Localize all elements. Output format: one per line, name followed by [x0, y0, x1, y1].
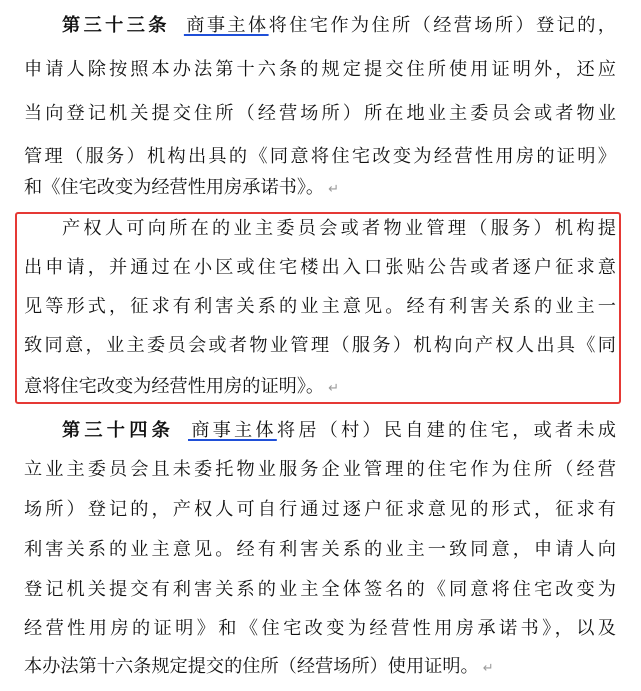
article-34-line-5: 登记机关提交有利害关系的业主全体签名的《同意将住宅改变为	[24, 579, 616, 600]
article-34-line-3: 场所）登记的，产权人可自行通过逐户征求意见的形式，征求有	[24, 499, 616, 520]
article-33-line-1-text: 将住宅作为住所（经营场所）登记的，	[268, 15, 616, 36]
highlighted-line-3: 见等形式，征求有利害关系的业主意见。经有利害关系的业主一	[24, 296, 616, 317]
article-33-subject: 商事主体	[183, 15, 269, 36]
article-33-line-2: 申请人除按照本办法第十六条的规定提交住所使用证明外，还应	[24, 59, 616, 80]
article-33-line-5	[24, 166, 616, 210]
paragraph-mark-icon: ↵	[328, 182, 339, 197]
article-34-line-1-text: 将居（村）民自建的住宅，或者未成	[276, 420, 616, 441]
paragraph-mark-icon: ↵	[328, 381, 339, 396]
article-34-line-7-text: 本办法第十六条规定提交的住所（经营场所）使用证明。	[24, 656, 479, 677]
article-33-line-4: 管理（服务）机构出具的《同意将住宅改变为经营性用房的证明》	[24, 146, 616, 167]
article-34-line-2: 立业主委员会且未委托物业服务企业管理的住宅作为住所（经营	[24, 459, 616, 480]
article-34-line-7	[24, 645, 616, 689]
article-34-number: 第三十四条	[62, 420, 174, 441]
article-33-line-3: 当向登记机关提交住所（经营场所）所在地业主委员会或者物业	[24, 103, 616, 124]
article-34-subject: 商事主体	[188, 420, 277, 441]
article-33-line-5-text: 和《住宅改变为经营性用房承诺书》。	[24, 177, 325, 198]
article-34-line-1	[62, 409, 616, 453]
article-33-number: 第三十三条	[62, 15, 170, 36]
article-34-line-6: 经营性用房的证明》和《住宅改变为经营性用房承诺书》，以及	[24, 618, 616, 639]
highlighted-line-5-text: 意将住宅改变为经营性用房的证明》。	[24, 376, 325, 397]
highlighted-line-5	[24, 365, 616, 409]
paragraph-mark-icon: ↵	[482, 661, 494, 676]
article-34-line-4: 利害关系的业主意见。经有利害关系的业主一致同意，申请人向	[24, 539, 616, 560]
highlighted-line-4: 致同意，业主委员会或者物业管理（服务）机构向产权人出具《同	[24, 335, 616, 356]
highlighted-line-2: 出申请，并通过在小区或住宅楼出入口张贴公告或者逐户征求意	[24, 257, 616, 278]
article-33-line-1	[62, 4, 616, 48]
highlighted-line-1: 产权人可向所在的业主委员会或者物业管理（服务）机构提	[62, 218, 616, 239]
